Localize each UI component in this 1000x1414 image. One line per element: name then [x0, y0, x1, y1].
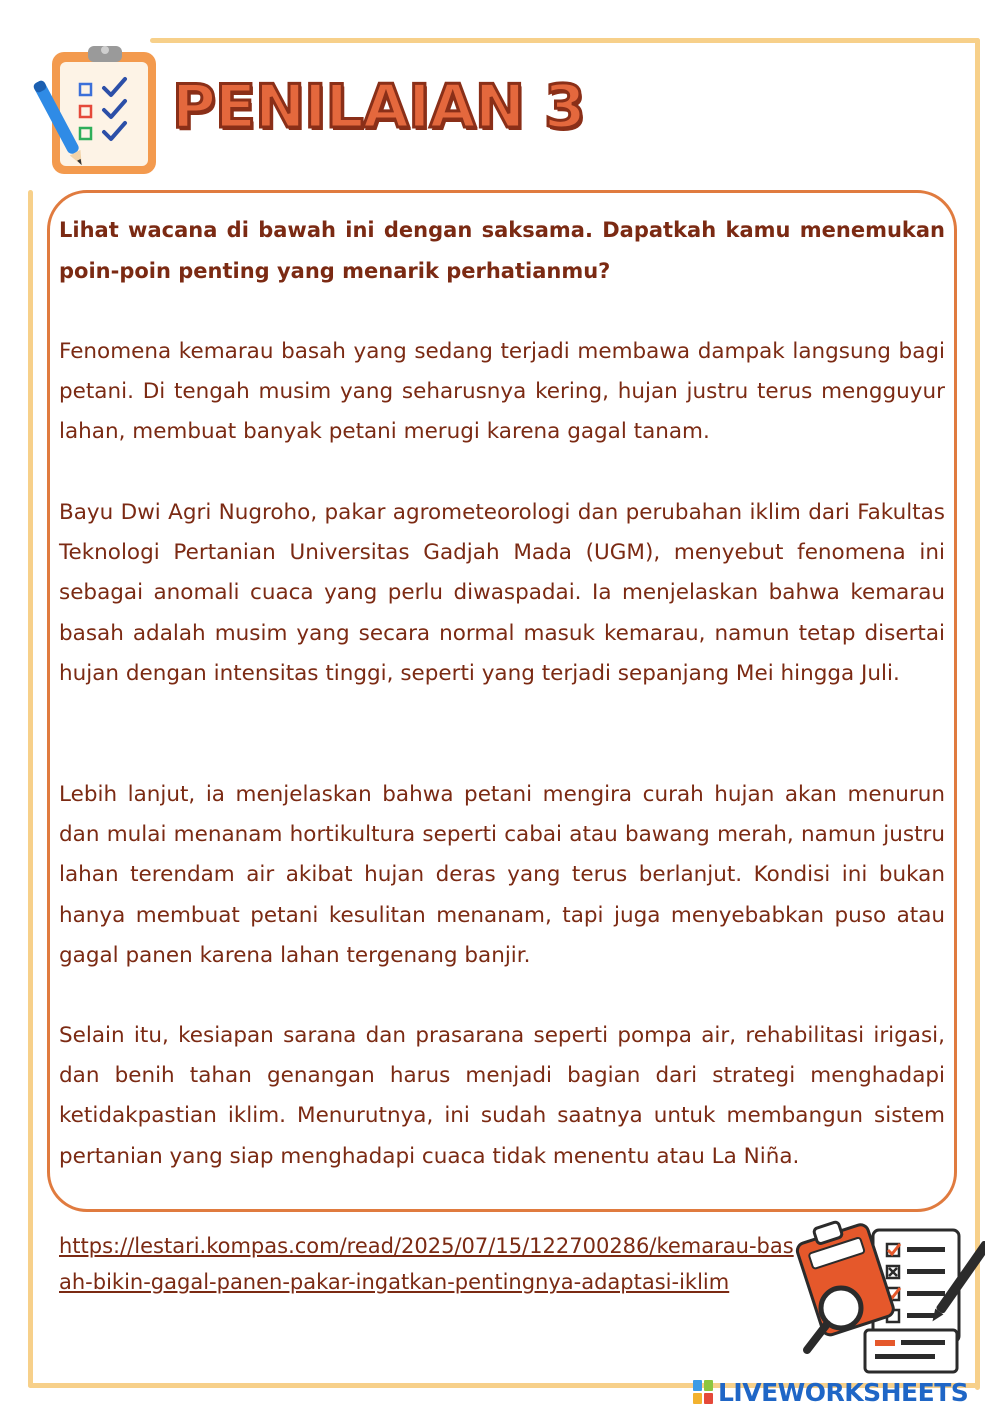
paragraph-4: Selain itu, kesiapan sarana dan prasarana seperti pompa air, rehabilitasi irigasi, dan benih tahan genangan harus menjadi bagian dari strategi menghadapi ketidakpastian iklim. Menurutnya, ini sudah saatnya untuk membangun sistem pertanian yang siap menghadapi cuaca tidak menentu atau La Niña.	[59, 1023, 945, 1169]
frame-left-border	[28, 190, 33, 1388]
liveworksheets-brand	[692, 1375, 968, 1409]
source-link[interactable]: https://lestari.kompas.com/read/2025/07/15/122700286/kemarau-basah-bikin-gagal-panen-pakar-ingatkan-pentingnya-adaptasi-iklim	[59, 1234, 794, 1294]
frame-top-border	[150, 38, 980, 43]
brand-name: LIVEWORKSHEETS	[718, 1377, 969, 1407]
instruction-text: Lihat wacana di bawah ini dengan saksama. Dapatkah kamu menemukan poin-poin penting yang menarik perhatianmu?	[59, 218, 945, 283]
paragraph-2: Bayu Dwi Agri Nugroho, pakar agrometeorologi dan perubahan iklim dari Fakultas Teknologi Pertanian Universitas Gadjah Mada (UGM), menyebut fenomena ini sebagai anomali cuaca yang perlu diwaspadai. Ia menjelaskan bahwa kemarau basah adalah musim yang secara normal masuk kemarau, namun tetap disertai hujan dengan intensitas tinggi, seperti yang terjadi sepanjang Mei hingga Juli.	[59, 500, 945, 686]
clipboard-checklist-icon	[30, 40, 170, 180]
frame-right-border	[975, 38, 980, 1390]
paragraph-1: Fenomena kemarau basah yang sedang terjadi membawa dampak langsung bagi petani. Di tengah musim yang seharusnya kering, hujan justru terus mengguyur lahan, membuat banyak petani merugi karena gagal tanam.	[59, 339, 945, 445]
liveworksheets-logo-icon	[692, 1379, 714, 1405]
page-title: PENILAIAN 3	[172, 72, 585, 142]
paragraph-3: Lebih lanjut, ia menjelaskan bahwa petani mengira curah hujan akan menurun dan mulai menanam hortikultura seperti cabai atau bawang merah, namun justru lahan terendam air akibat hujan deras yang terus berlanjut. Kondisi ini bukan hanya membuat petani kesulitan menanam, tapi juga menyebabkan puso atau gagal panen karena lahan tergenang banjir.	[59, 782, 945, 968]
checklist-magnifier-icon	[795, 1212, 985, 1380]
